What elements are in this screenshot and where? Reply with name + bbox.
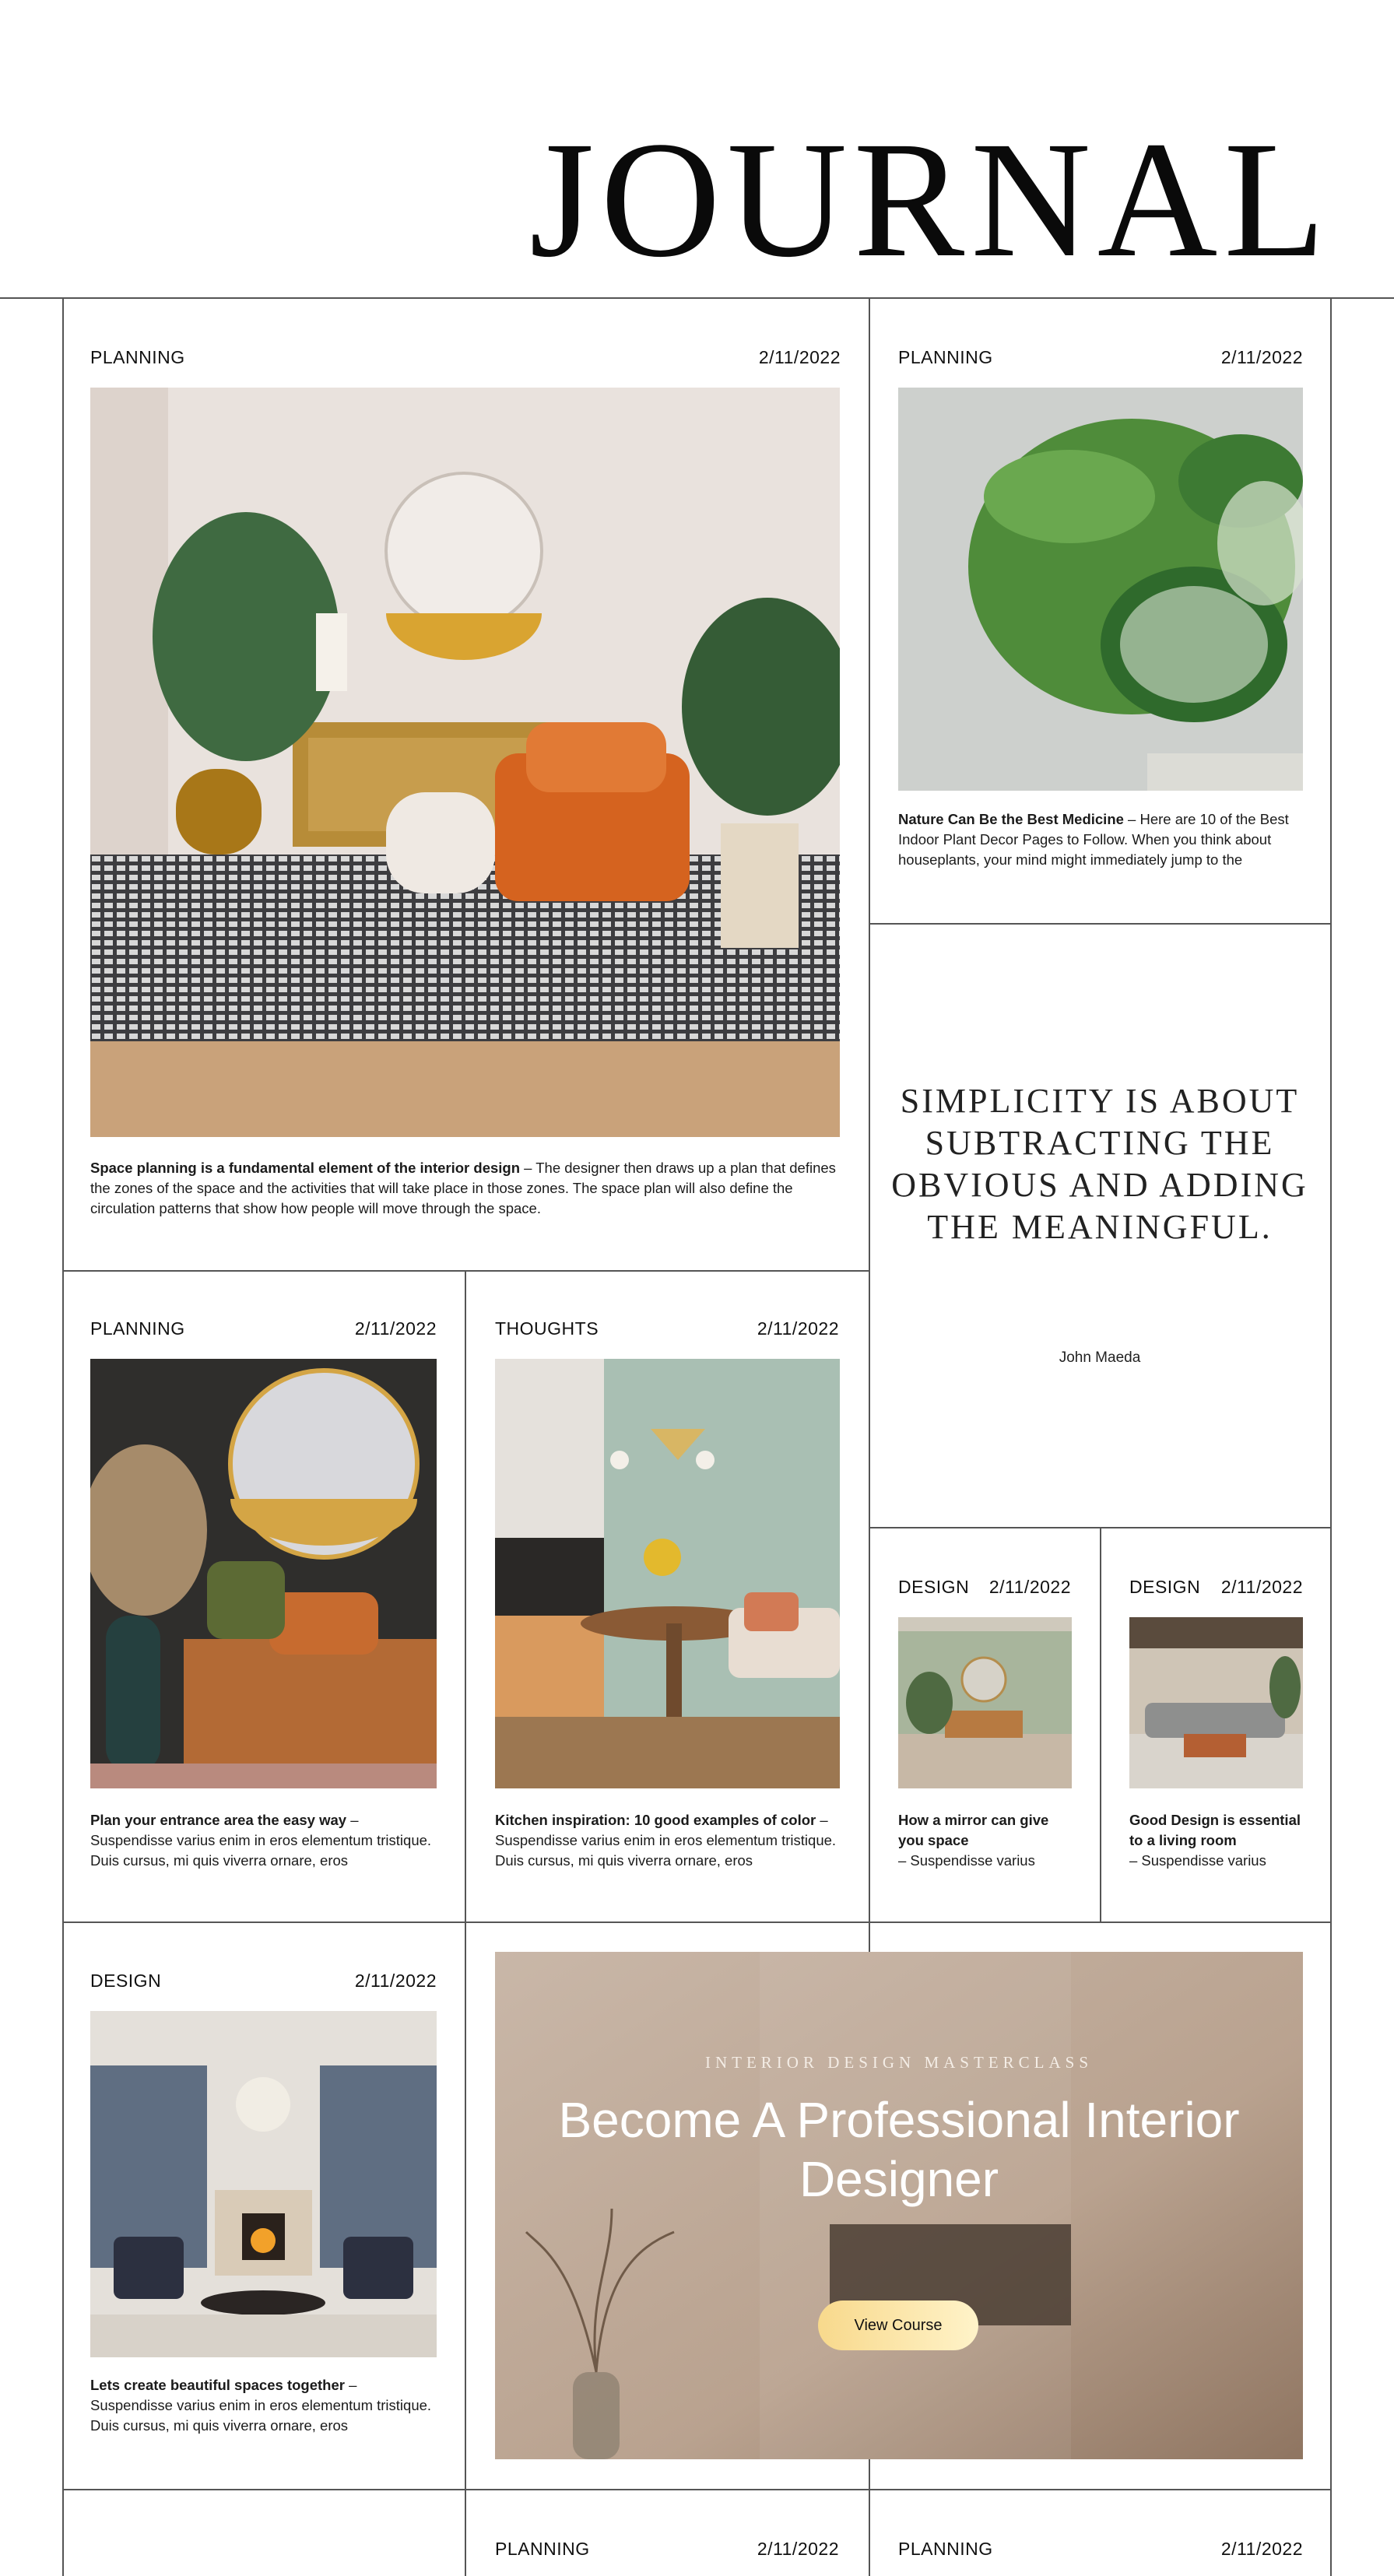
post-date: 2/11/2022 xyxy=(757,1318,839,1339)
grid-rule xyxy=(1330,299,1332,2576)
post-category: PLANNING xyxy=(898,347,993,367)
grid-rule xyxy=(62,1270,869,1272)
post-date: 2/11/2022 xyxy=(354,1318,437,1339)
post-headline[interactable]: Space planning is a fundamental element of the interior design xyxy=(90,1160,521,1176)
post-date: 2/11/2022 xyxy=(757,2539,839,2559)
post-date: 2/11/2022 xyxy=(1220,2539,1303,2559)
masterclass-promo xyxy=(495,1952,1303,2459)
masthead xyxy=(0,0,1394,299)
post-excerpt xyxy=(1129,1810,1303,1871)
kitchen-photo xyxy=(495,1359,840,1788)
post-image[interactable] xyxy=(90,2011,437,2357)
post-headline[interactable]: How a mirror can give you space xyxy=(898,1812,1049,1848)
post-headline[interactable]: Good Design is essential to a living room xyxy=(1129,1812,1301,1848)
post-date: 2/11/2022 xyxy=(758,347,841,367)
post-image[interactable] xyxy=(90,388,840,1137)
post-image[interactable] xyxy=(1129,1617,1303,1788)
grid-rule xyxy=(62,2489,1332,2490)
library-photo xyxy=(90,2011,437,2357)
page-title: JOURNAL xyxy=(529,107,1332,292)
grid-rule xyxy=(62,1921,1332,1923)
post-excerpt xyxy=(90,2375,437,2436)
post-headline[interactable]: Lets create beautiful spaces together xyxy=(90,2377,345,2393)
post-excerpt xyxy=(898,809,1303,870)
quote-author: John Maeda xyxy=(1059,1349,1141,1366)
mirror-photo xyxy=(898,1617,1072,1788)
promo-title: Become A Professional Interior Designer xyxy=(558,2092,1240,2207)
post-date: 2/11/2022 xyxy=(354,1971,437,1991)
post-summary: – Suspendisse varius enim in eros elementum tristique. Duis cursus, mi quis viverra ornare, eros xyxy=(90,2377,432,2434)
post-headline[interactable]: Plan your entrance area the easy way xyxy=(90,1812,347,1828)
post-headline[interactable]: Nature Can Be the Best Medicine xyxy=(898,811,1124,827)
post-category: DESIGN xyxy=(1129,1577,1201,1597)
living-room-small-photo xyxy=(1129,1617,1303,1788)
grid-rule xyxy=(869,923,1332,925)
post-image[interactable] xyxy=(495,1359,840,1788)
post-summary: – Suspendisse varius enim in eros elementum tristique. Duis cursus, mi quis viverra ornare, eros xyxy=(495,1812,837,1869)
post-image[interactable] xyxy=(898,388,1303,791)
quote-text: SIMPLICITY IS ABOUT SUBTRACTING THE OBVIOUS AND ADDING THE MEANINGFUL. xyxy=(891,1082,1308,1246)
post-excerpt xyxy=(90,1158,841,1219)
post-category: DESIGN xyxy=(898,1577,970,1597)
post-summary: – Here are 10 of the Best Indoor Plant Decor Pages to Follow. When you think about houseplants, your mind might immediately jump to the xyxy=(898,811,1289,868)
view-course-button[interactable]: View Course xyxy=(818,2301,978,2350)
post-category: PLANNING xyxy=(90,1318,185,1339)
post-image[interactable] xyxy=(90,1359,437,1788)
post-category: PLANNING xyxy=(90,347,185,367)
grid-rule xyxy=(1100,1527,1101,1922)
post-excerpt xyxy=(495,1810,840,1871)
grid-rule xyxy=(465,1270,466,2576)
post-summary: – Suspendisse varius enim in eros elementum tristique. Duis cursus, mi quis viverra ornare, eros xyxy=(90,1812,432,1869)
living-room-photo xyxy=(90,388,840,1137)
post-summary: – The designer then draws up a plan that defines the zones of the space and the activities that will take place in those zones. The space plan will also define the circulation patterns that show how people will move through the space. xyxy=(90,1160,836,1216)
post-summary: – Suspendisse varius xyxy=(898,1852,1035,1869)
post-headline[interactable]: Kitchen inspiration: 10 good examples of color xyxy=(495,1812,816,1828)
post-date: 2/11/2022 xyxy=(988,1577,1071,1597)
post-image[interactable] xyxy=(898,1617,1072,1788)
promo-kicker: INTERIOR DESIGN MASTERCLASS xyxy=(704,2053,1094,2072)
post-summary: – Suspendisse varius xyxy=(1129,1852,1266,1869)
grid-rule xyxy=(62,299,64,2576)
post-date: 2/11/2022 xyxy=(1220,347,1303,367)
post-category: PLANNING xyxy=(495,2539,590,2559)
post-category: PLANNING xyxy=(898,2539,993,2559)
plant-photo xyxy=(898,388,1303,791)
post-excerpt xyxy=(898,1810,1072,1871)
entrance-photo xyxy=(90,1359,437,1788)
post-category: THOUGHTS xyxy=(495,1318,599,1339)
post-category: DESIGN xyxy=(90,1971,162,1991)
post-excerpt xyxy=(90,1810,437,1871)
grid-rule xyxy=(869,1527,1332,1528)
post-date: 2/11/2022 xyxy=(1220,1577,1303,1597)
